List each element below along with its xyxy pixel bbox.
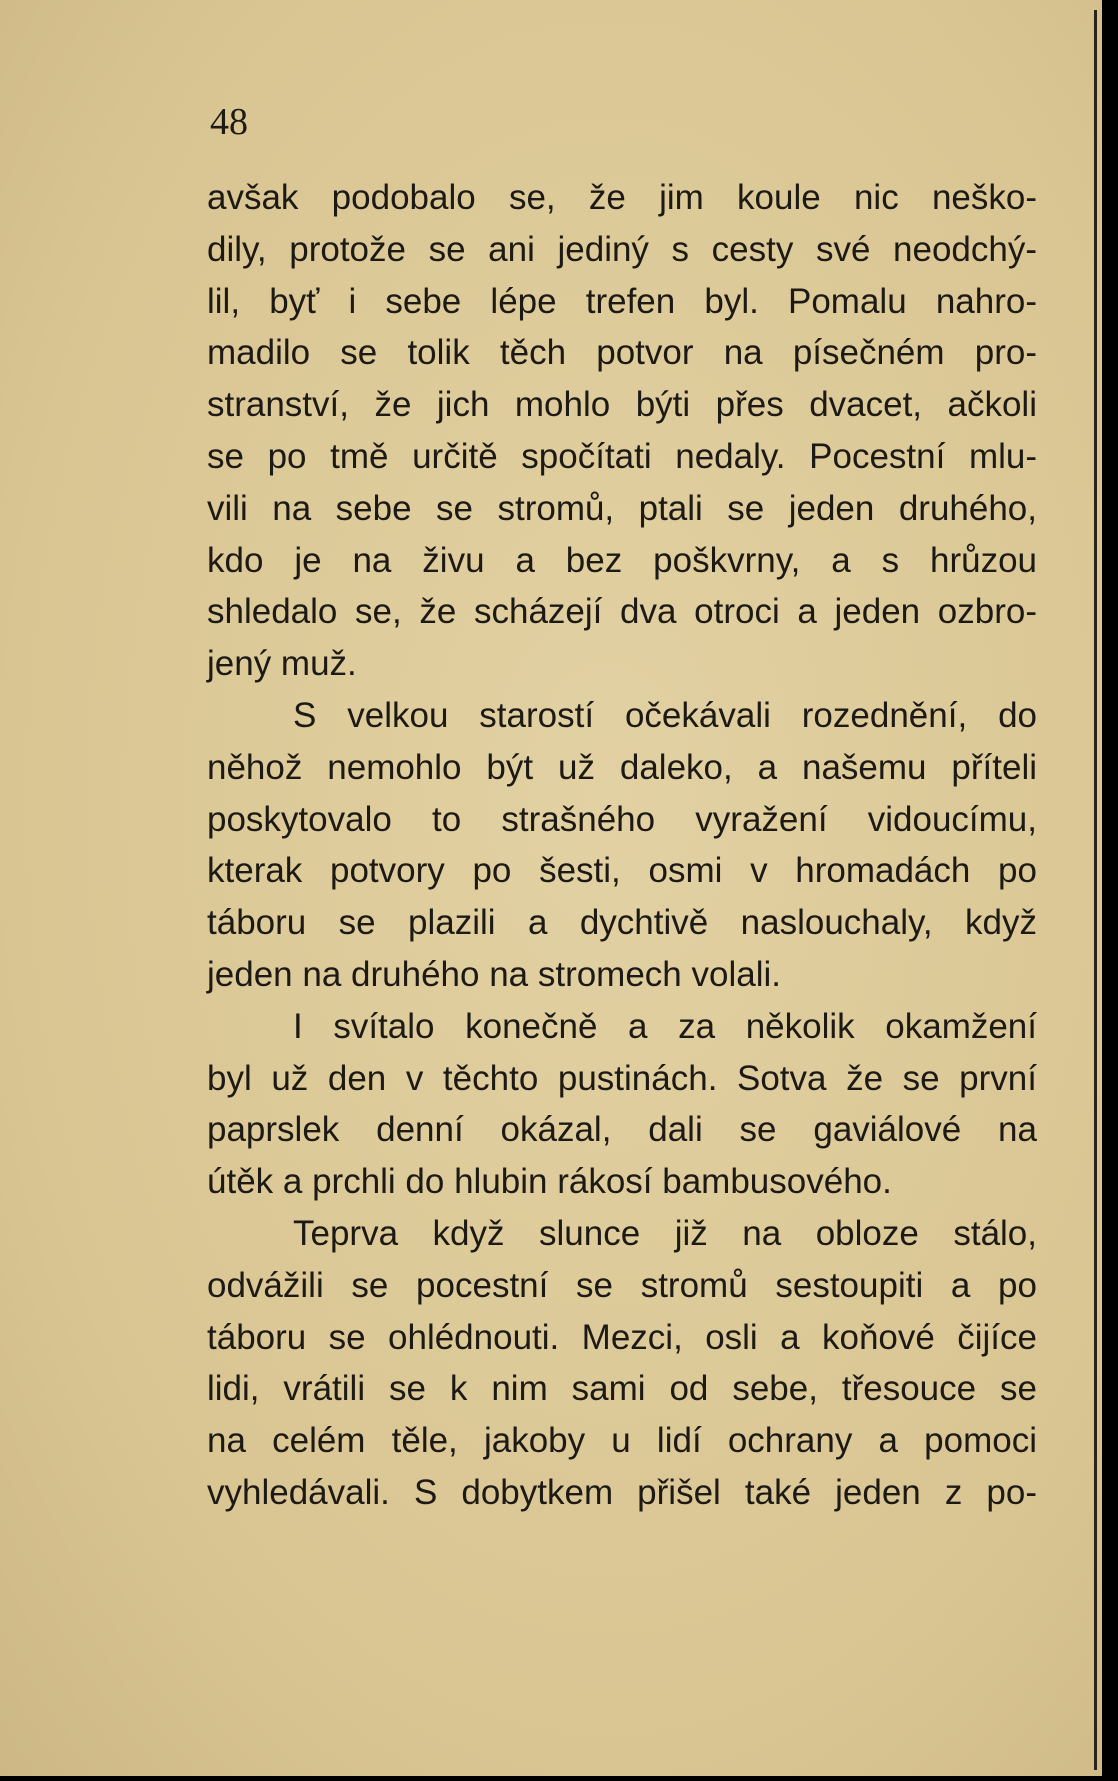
paragraph-first-line: S velkou starostí očekávali rozednění, do [293,695,1037,735]
text-line: útěk a prchli do hlubin rákosí bambusového. [207,1162,892,1202]
scan-border [1102,0,1118,1781]
page-edge-shadow [1094,10,1097,1770]
text-line: táboru se ohlédnouti. Mezci, osli a koňové čijíce [207,1317,1037,1357]
text-line: kterak potvory po šesti, osmi v hromadách po [207,851,1037,891]
text-line: avšak podobalo se, že jim koule nic neško- [207,178,1037,217]
text-line: lil, byť i sebe lépe trefen byl. Pomalu nahro- [207,281,1037,321]
text-line: lidi, vrátili se k nim sami od sebe, třesouce se [207,1369,1037,1409]
text-line: něhož nemohlo být už daleko, a našemu příteli [207,747,1037,787]
text-line: dily, protože se ani jediný s cesty své neodchý- [207,229,1037,269]
text-line: jený muž. [207,644,357,684]
text-line: táboru se plazili a dychtivě naslouchaly, když [207,903,1037,943]
text-line: shledalo se, že scházejí dva otroci a jeden ozbro- [207,592,1037,632]
text-line: kdo je na živu a bez poškvrny, a s hrůzou [207,540,1037,580]
text-line: vili na sebe se stromů, ptali se jeden druhého, [207,488,1037,528]
paragraph-first-line: I svítalo konečně a za několik okamžení [293,1006,1037,1046]
text-line: vyhledávali. S dobytkem přišel také jeden z po- [207,1472,1037,1512]
text-line: jeden na druhého na stromech volali. [207,954,781,994]
text-line: se po tmě určitě spočítati nedaly. Pocestní mlu- [207,436,1037,476]
text-line: madilo se tolik těch potvor na písečném pro- [207,333,1037,373]
page-number: 48 [210,101,248,143]
paragraph-first-line: Teprva když slunce již na obloze stálo, [293,1213,1037,1253]
text-line: byl už den v těchto pustinách. Sotva že se první [207,1058,1037,1098]
text-line: na celém těle, jakoby u lidí ochrany a pomoci [207,1421,1037,1461]
text-line: stranství, že jich mohlo býti přes dvacet, ačkoli [207,385,1037,425]
text-line: paprslek denní okázal, dali se gaviálové na [207,1110,1037,1150]
text-line: odvážili se pocestní se stromů sestoupiti a po [207,1265,1037,1305]
body-text [207,172,1037,1519]
text-line: poskytovalo to strašného vyražení vidoucímu, [207,799,1037,839]
